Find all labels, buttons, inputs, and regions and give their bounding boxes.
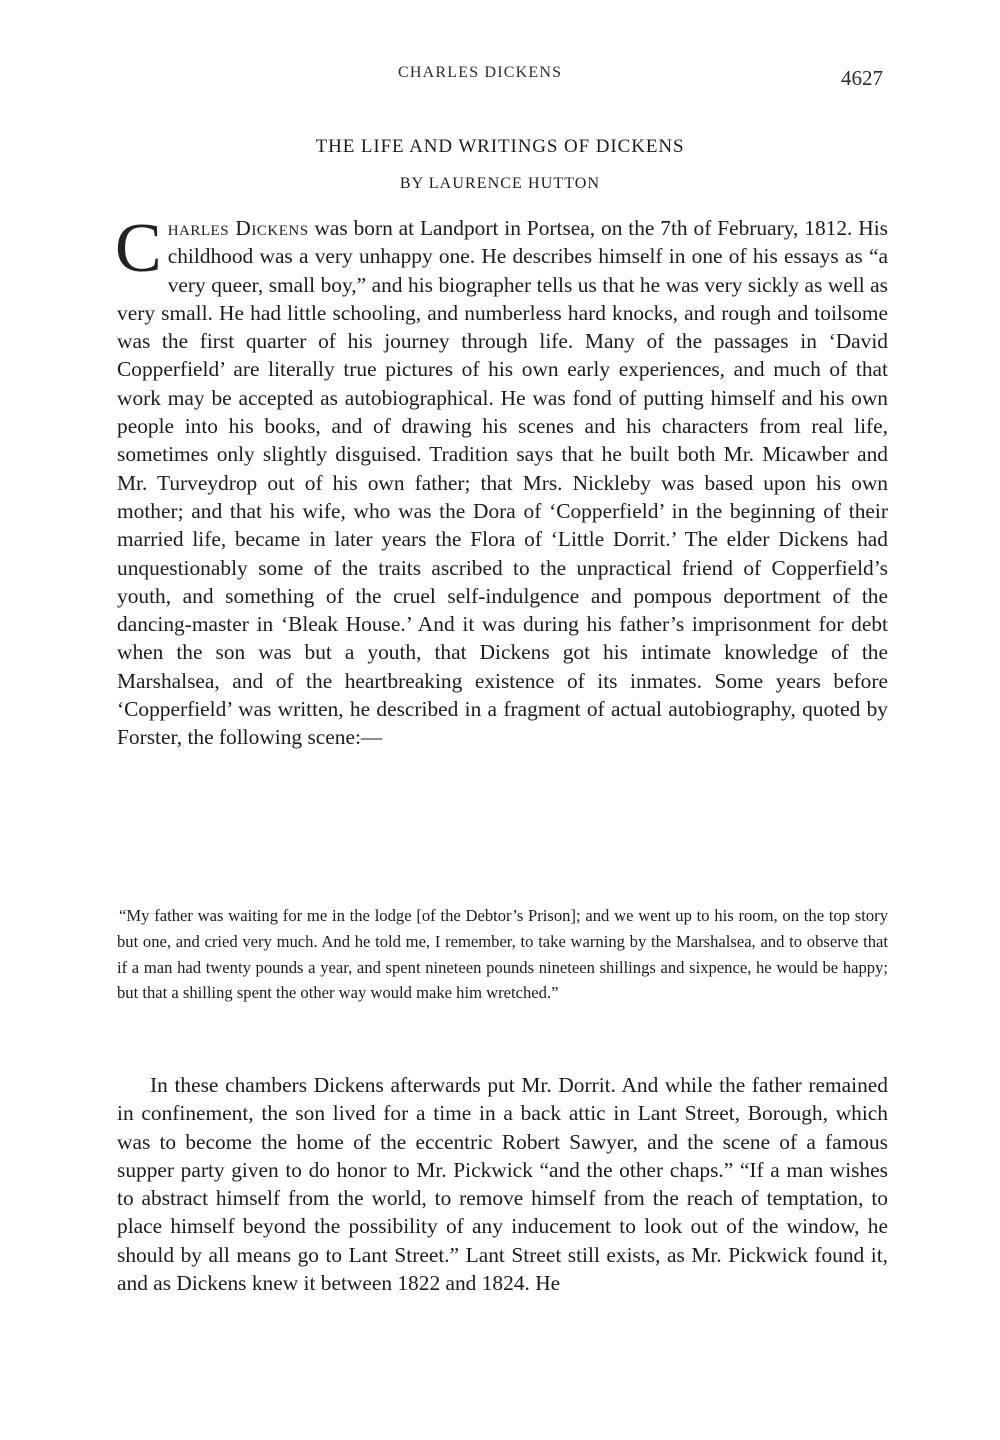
opening-paragraph — [115, 210, 888, 752]
paragraph-1-text: was born at Landport in Portsea, on the 7th of February, 1812. His childhood was a very unhappy one. He describes himself in one of his essays as “a very queer, small boy,” and his biographer tells us that he was very sickly as well as very small. He had little schooling, and numberless hard knocks, and rough and toilsome was the first quarter of his journey through life. Many of the passages in ‘David Copperfield’ are literally true pictures of his own early experiences, and much of that work may be accepted as autobiographical. He was fond of putting himself and his own people into his books, and of drawing his scenes and his characters from real life, sometimes only slightly disguised. Tradition says that he built both Mr. Micawber and Mr. Turveydrop out of his own father; that Mrs. Nickleby was based upon his own mother; and that his wife, who was the Dora of ‘Copperfield’ in the beginning of their married life, became in later years the Flora of ‘Little Dorrit.’ The elder Dickens had unquestionably some of the traits ascribed to the unpractical friend of Copperfield’s youth, and something of the cruel self-indulgence and pompous deportment of the dancing-master in ‘Bleak House.’ And it was during his father’s imprisonment for debt when the son was but a youth, that Dickens got his intimate knowledge of the Marshalsea, and of the heartbreaking existence of its inmates. Some years before ‘Copperfield’ was written, he described in a fragment of actual autobiography, quoted by Forster, the following scene:— — [117, 216, 888, 750]
drop-cap: C — [115, 210, 162, 287]
quotation-text: “My father was waiting for me in the lodge [of the Debtor’s Prison]; and we went up to his room, on the top story but one, and cried very much. And he told me, I remember, to take warning by the Marshalsea, and to observe that if a man had twenty pounds a year, and spent nineteen pounds nineteen shillings and sixpence, he would be happy; but that a shilling spent the other way would make him wretched.” — [117, 906, 888, 1003]
running-head: CHARLES DICKENS — [398, 64, 563, 81]
block-quotation — [117, 903, 888, 1006]
page-number: 4627 — [841, 66, 883, 90]
article-byline: BY LAURENCE HUTTON — [399, 175, 601, 192]
article-title: THE LIFE AND WRITINGS OF DICKENS — [315, 136, 685, 157]
second-paragraph — [117, 1071, 888, 1297]
paragraph-2-text: In these chambers Dickens afterwards put Mr. Dorrit. And while the father remained in confinement, the son lived for a time in a back attic in Lant Street, Borough, which was to become the home of the eccentric Robert Sawyer, and the scene of a famous supper party given to do honor to Mr. Pickwick “and the other chaps.” “If a man wishes to abstract himself from the world, to remove himself from the reach of temptation, to place himself beyond the possibility of any inducement to look out of the window, he should by all means go to Lant Street.” Lant Street still exists, as Mr. Pickwick found it, and as Dickens knew it between 1822 and 1824. He — [117, 1073, 888, 1296]
opening-smallcaps: harles Dickens — [167, 216, 309, 240]
